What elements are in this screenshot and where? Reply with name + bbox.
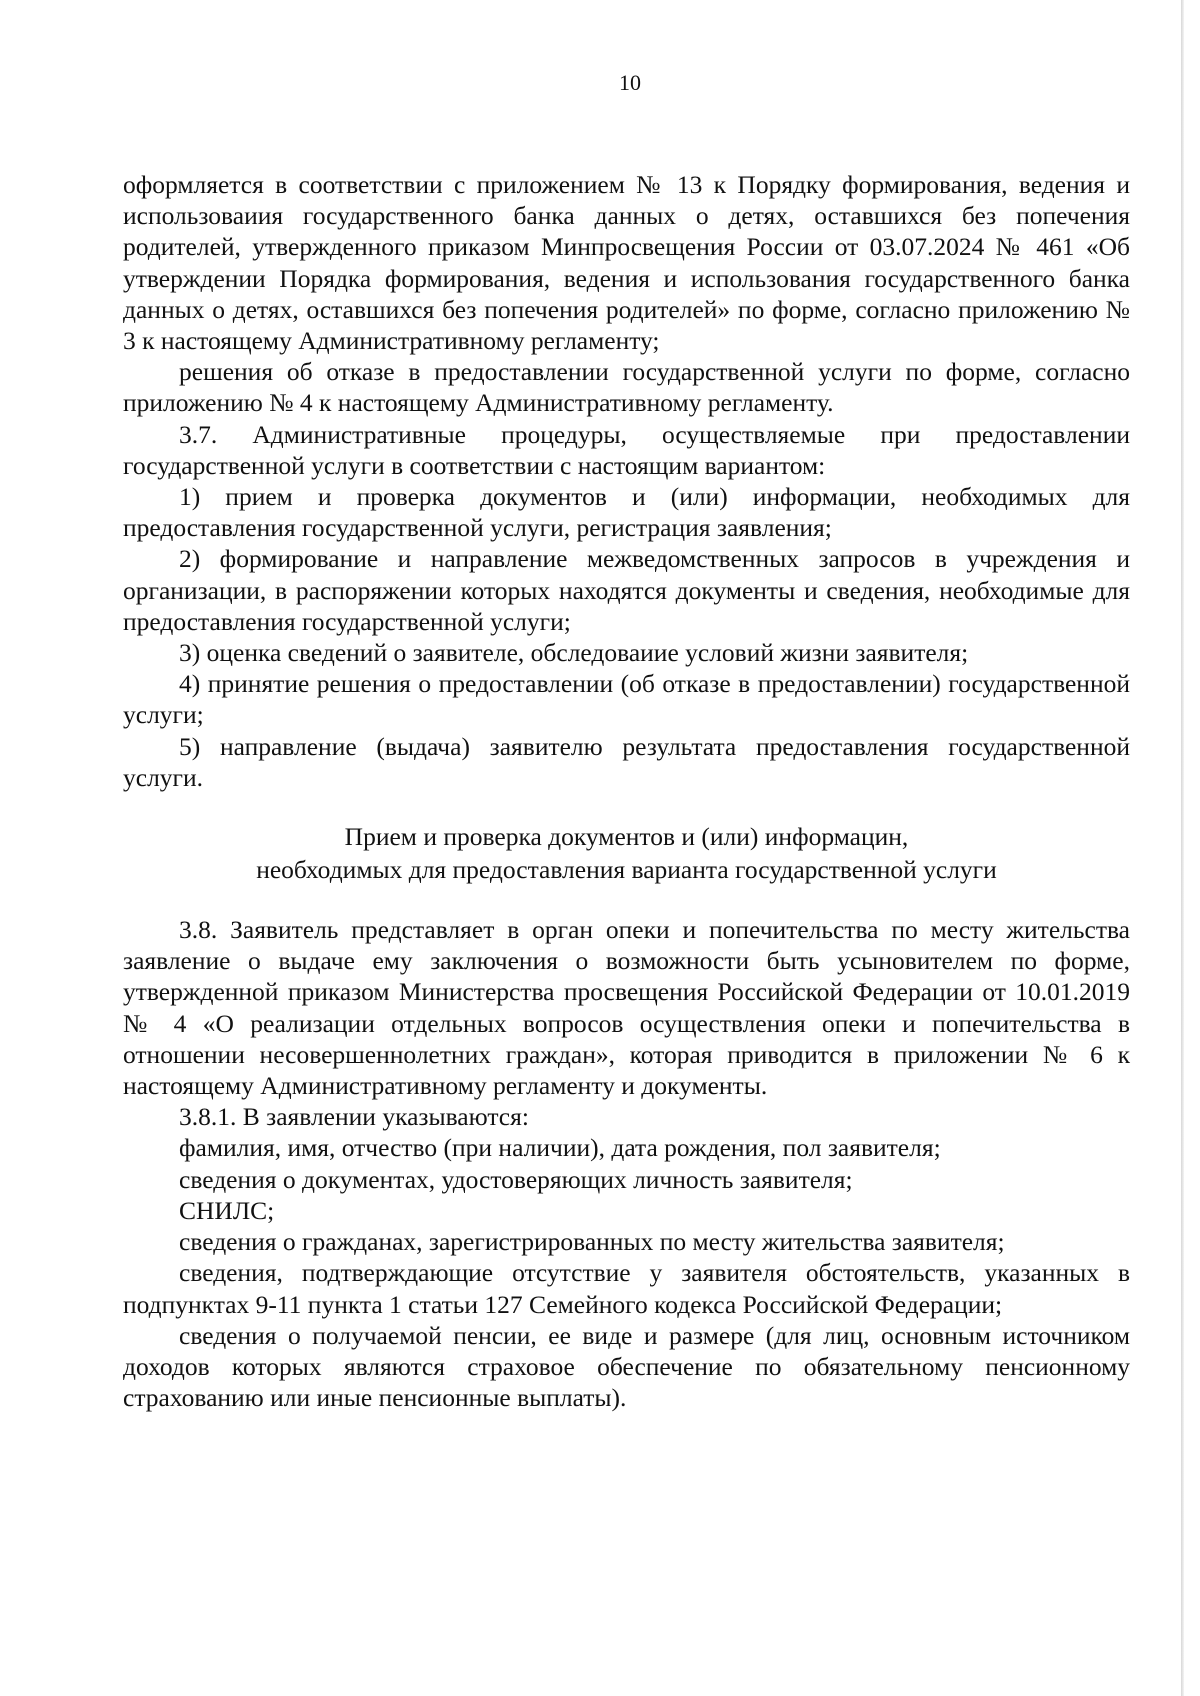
- paragraph-continuation-form: оформляется в соответствии с приложением № 13 к Порядку формирования, ведения и использоваиия государственного банка данных о детях, оставшихся без попечения родителей, утвержденного приказом Минпросвещения России от 03.07.2024 № 461 «Об утверждении Порядка формирования, ведения и использования государственного банка данных о детях, оставшихся без попечения родителей» по форме, согласно приложению № 3 к настоящему Административному регламенту;: [123, 170, 1130, 356]
- page-number: 10: [619, 70, 641, 95]
- procedure-item-1: 1) прием и проверка документов и (или) информации, необходимых для предоставления государственной услуги, регистрация заявления;: [123, 482, 1130, 543]
- section-heading-line-2: необходимых для предоставления варианта государственной услуги: [256, 855, 997, 885]
- paragraph-refusal-decision: решения об отказе в предоставлении государственной услуги по форме, согласно приложению № 4 к настоящему Административному регламенту.: [123, 357, 1130, 418]
- application-item-name: фамилия, имя, отчество (при наличии), дата рождения, пол заявителя;: [179, 1133, 941, 1163]
- paragraph-3-8-1: 3.8.1. В заявлении указываются:: [179, 1102, 529, 1132]
- procedure-item-4: 4) принятие решения о предоставлении (об отказе в предоставлении) государственной услуги;: [123, 669, 1130, 730]
- paragraph-3-7: 3.7. Административные процедуры, осуществляемые при предоставлении государственной услуги в соответствии с настоящим вариантом:: [123, 419, 1130, 480]
- section-heading: [123, 820, 1130, 886]
- procedure-item-2: 2) формирование и направление межведомственных запросов в учреждения и организации, в распоряжении которых находятся документы и сведения, необходимые для предоставления государственной услуги;: [123, 544, 1130, 636]
- application-item-snils: СНИЛС;: [179, 1195, 275, 1225]
- procedure-item-3: 3) оценка сведений о заявителе, обследоваиие условий жизни заявителя;: [179, 638, 969, 668]
- section-heading-line-1: Прием и проверка документов и (или) информацин,: [344, 822, 909, 852]
- paragraph-3-8: 3.8. Заявитель представляет в орган опеки и попечительства по месту жительства заявление о выдаче ему заключения о возможности быть усыновителем по форме, утвержденной приказом Министерства просвещения Российской Федерации от 10.01.2019 № 4 «О реализации отдельных вопросов осуществления опеки и попечительства в отношении несовершеннолетних граждан», которая приводится в приложении № 6 к настоящему Административному регламенту и документы.: [123, 915, 1130, 1101]
- procedure-item-5: 5) направление (выдача) заявителю результата предоставления государственной услуги.: [123, 731, 1130, 792]
- application-item-pension: сведения о получаемой пенсии, ее виде и размере (для лиц, основным источником доходов которых являются страховое обеспечение по обязательному пенсионному страхованию или иные пенсионные выплаты).: [123, 1320, 1130, 1413]
- application-item-identity-documents: сведения о документах, удостоверяющих личность заявителя;: [179, 1164, 853, 1194]
- document-body: [123, 169, 1130, 1413]
- application-item-family-code-circumstances: сведения, подтверждающие отсутствие у заявителя обстоятельств, указанных в подпунктах 9-11 пункта 1 статьи 127 Семейного кодекса Российской Федерации;: [123, 1258, 1130, 1319]
- page-edge-shadow: [1181, 0, 1184, 1696]
- application-item-registered-citizens: сведения о гражданах, зарегистрированных по месту жительства заявителя;: [179, 1227, 1005, 1257]
